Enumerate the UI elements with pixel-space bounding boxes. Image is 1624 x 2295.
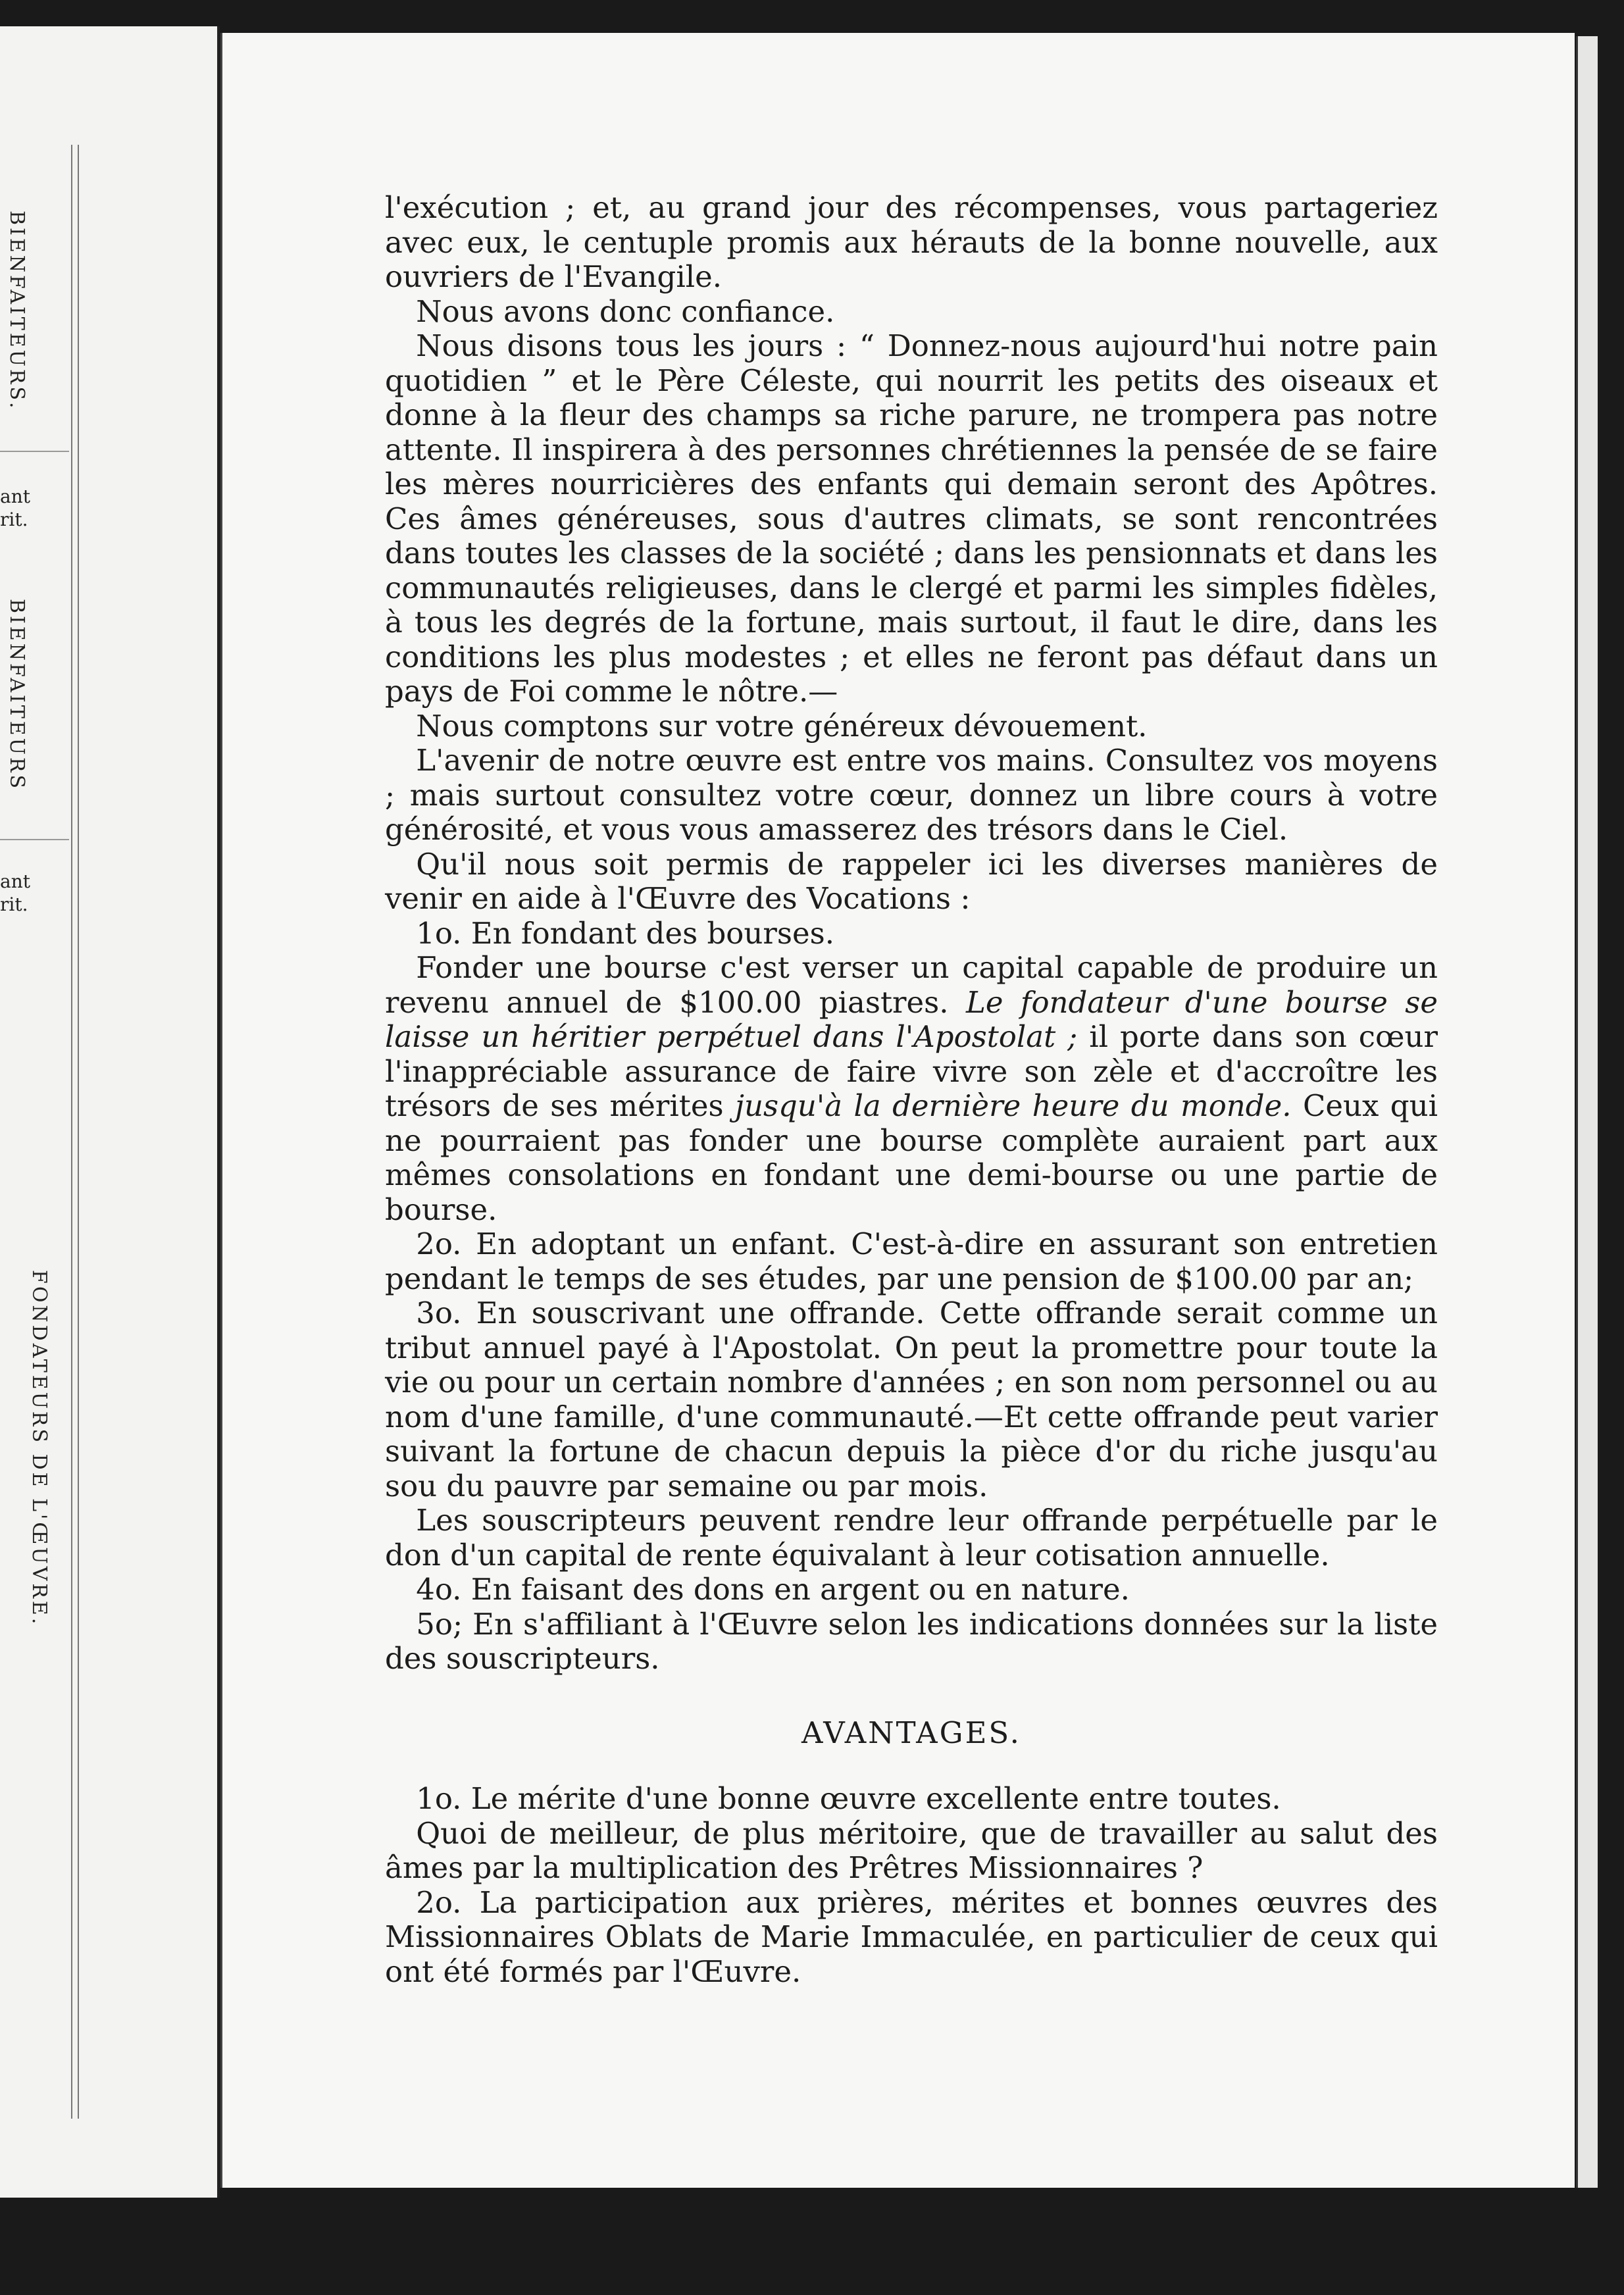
margin-rule <box>71 145 72 2119</box>
text-run: il porte dans son cœur l'inappréciable assurance de faire vivre son zèle et d'accroître les trésors de ses mérites <box>385 1019 1438 1123</box>
text-run: Fonder une bourse c'est verser un capital capable de produire un revenu annuel de $100.00 piastres. <box>385 950 1438 1020</box>
list-item: 4o. En faisant des dons en argent ou en nature. <box>416 1572 1130 1607</box>
margin-title-founders: FONDATEURS DE L'ŒUVRE. <box>28 1270 51 1627</box>
italic-run: jusqu'à la dernière heure du monde. <box>735 1088 1292 1123</box>
list-item: 2o. La participation aux prières, mérites et bonnes œuvres des Missionnaires Oblats de Marie Immaculée, en particulier de ceux qui ont été formés par l'Œuvre. <box>385 1884 1438 1989</box>
page-edge <box>1576 36 1598 2188</box>
paragraph: Nous avons donc confiance. <box>416 293 835 329</box>
body-text <box>385 191 1438 1989</box>
list-item: 3o. En souscrivant une offrande. Cette offrande serait comme un tribut annuel payé à l'Apostolat. On peut la promettre pour toute la vie ou pour un certain nombre d'années ; en son nom personnel ou au nom d'une famille, d'une communauté.—Et cette offrande peut varier suivant la fortune de chacun depuis la pièce d'or du riche jusqu'au sou du pauvre par semaine ou par mois. <box>385 1296 1438 1503</box>
section-heading: AVANTAGES. <box>801 1715 1021 1750</box>
italic-run: Le fondateur d'une bourse se laisse un héritier perpétuel dans l'Apostolat ; <box>385 984 1438 1054</box>
margin-fragment: rit. <box>0 509 28 530</box>
list-item: 1o. Le mérite d'une bonne œuvre excellente entre toutes. <box>416 1781 1281 1816</box>
previous-page-strip <box>0 26 220 2198</box>
margin-title-benefactors: BIENFAITEURS. <box>5 211 28 411</box>
margin-fragment: ant <box>0 486 30 507</box>
paragraph: l'exécution ; et, au grand jour des récompenses, vous partageriez avec eux, le centuple promis aux hérauts de la bonne nouvelle, aux ouvriers de l'Evangile. <box>385 190 1438 294</box>
paragraph: Nous disons tous les jours : “ Donnez-nous aujourd'hui notre pain quotidien ” et le Père Céleste, qui nourrit les petits des oiseaux et donne à la fleur des champs sa riche parure, ne trompera pas notre attente. Il inspirera à des personnes chrétiennes la pensée de se faire les mères nourricières des enfants qui demain seront des Apôtres. Ces âmes généreuses, sous d'autres climats, se sont rencontrées dans toutes les classes de la société ; dans les pensionnats et dans les communautés religieuses, dans le clergé et parmi les simples fidèles, à tous les degrés de la fortune, mais surtout, il faut le dire, dans les conditions les plus modestes ; et elles ne feront pas défaut dans un pays de Foi comme le nôtre.— <box>385 328 1438 709</box>
paragraph: Les souscripteurs peuvent rendre leur offrande perpétuelle par le don d'un capital de rente équivalant à leur cotisation annuelle. <box>385 1503 1438 1573</box>
paragraph <box>385 951 1438 1227</box>
list-item: 1o. En fondant des bourses. <box>416 915 835 951</box>
margin-title-benefactors-2: BIENFAITEURS <box>5 599 28 792</box>
margin-rule <box>78 145 79 2119</box>
margin-fragment: rit. <box>0 894 28 915</box>
paragraph: Qu'il nous soit permis de rappeler ici les diverses manières de venir en aide à l'Œuvre des Vocations : <box>385 846 1438 916</box>
list-item: 2o. En adoptant un enfant. C'est-à-dire en assurant son entretien pendant le temps de ses études, par une pension de $100.00 par an; <box>385 1226 1438 1296</box>
paragraph: Quoi de meilleur, de plus méritoire, que de travailler au salut des âmes par la multiplication des Prêtres Missionnaires ? <box>385 1815 1438 1885</box>
margin-fragment: ant <box>0 870 30 892</box>
paragraph: Nous comptons sur votre généreux dévouement. <box>416 708 1148 744</box>
list-item: 5o; En s'affiliant à l'Œuvre selon les indications données sur la liste des souscripteurs. <box>385 1606 1438 1676</box>
margin-divider <box>0 839 69 840</box>
text-run: Ceux qui ne pourraient pas fonder une bourse complète auraient part aux mêmes consolations en fondant une demi-bourse ou une partie de bourse. <box>385 1088 1438 1227</box>
margin-divider <box>0 451 69 452</box>
paragraph: L'avenir de notre œuvre est entre vos mains. Consultez vos moyens ; mais surtout consultez votre cœur, donnez un libre cours à votre générosité, et vous vous amasserez des trésors dans le Ciel. <box>385 743 1438 847</box>
